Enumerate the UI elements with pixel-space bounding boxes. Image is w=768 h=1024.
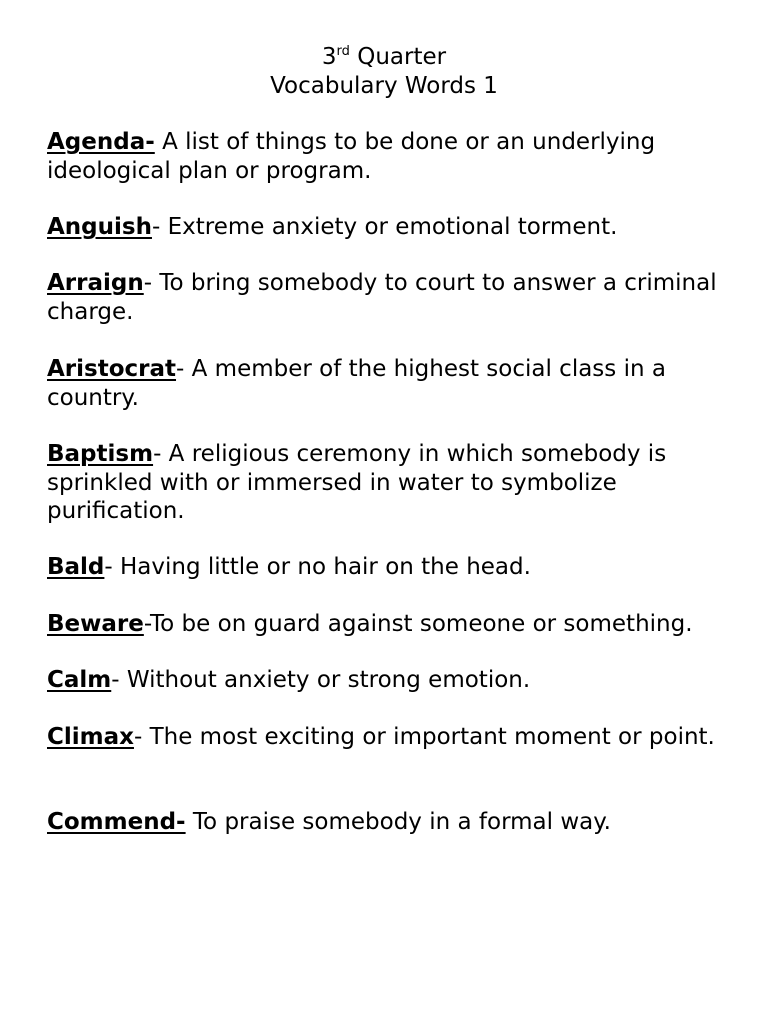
vocab-term: Calm bbox=[47, 667, 112, 693]
vocab-term: Bald bbox=[47, 554, 105, 580]
vocab-entry-agenda bbox=[47, 128, 737, 185]
vocab-term: Baptism bbox=[47, 441, 154, 467]
vocab-definition: - To bring somebody to court to answer a criminal charge. bbox=[47, 270, 717, 325]
title-ordinal-suffix: rd bbox=[336, 44, 350, 59]
vocab-entry-anguish bbox=[47, 213, 737, 242]
vocab-entry-climax bbox=[47, 723, 737, 752]
vocab-term: Agenda- bbox=[47, 129, 155, 155]
vocab-term: Climax bbox=[47, 724, 134, 750]
vocab-entry-beware bbox=[47, 610, 737, 639]
vocab-entry-calm bbox=[47, 666, 737, 695]
vocab-definition: -To be on guard against someone or something. bbox=[143, 611, 693, 637]
vocab-definition: - Extreme anxiety or emotional torment. bbox=[151, 214, 618, 240]
vocab-definition: - A member of the highest social class in a country. bbox=[47, 356, 666, 411]
vocab-definition: - The most exciting or important moment or point. bbox=[133, 724, 715, 750]
vocab-term: Anguish bbox=[47, 214, 152, 240]
page-subtitle: Vocabulary Words 1 bbox=[270, 73, 498, 99]
vocab-term: Arraign bbox=[47, 270, 144, 296]
vocab-definition: To praise somebody in a formal way. bbox=[185, 809, 611, 835]
vocab-entry-bald bbox=[47, 553, 737, 582]
title-quarter: Quarter bbox=[357, 44, 447, 70]
vocab-entry-baptism bbox=[47, 440, 737, 526]
vocab-entry-arraign bbox=[47, 269, 737, 326]
vocab-definition: - A religious ceremony in which somebody is sprinkled with or immersed in water to symbolize purification. bbox=[47, 441, 667, 524]
vocab-definition: - Without anxiety or strong emotion. bbox=[111, 667, 531, 693]
vocab-definition: A list of things to be done or an underlying ideological plan or program. bbox=[47, 129, 656, 184]
vocab-entry-commend bbox=[47, 808, 737, 837]
vocab-entry-aristocrat bbox=[47, 355, 737, 412]
title-ordinal: 3 bbox=[321, 44, 337, 70]
vocab-term: Beware bbox=[47, 611, 144, 637]
vocab-definition: - Having little or no hair on the head. bbox=[104, 554, 531, 580]
vocab-term: Commend- bbox=[47, 809, 186, 835]
vocab-term: Aristocrat bbox=[47, 356, 177, 382]
page-title bbox=[0, 43, 768, 71]
